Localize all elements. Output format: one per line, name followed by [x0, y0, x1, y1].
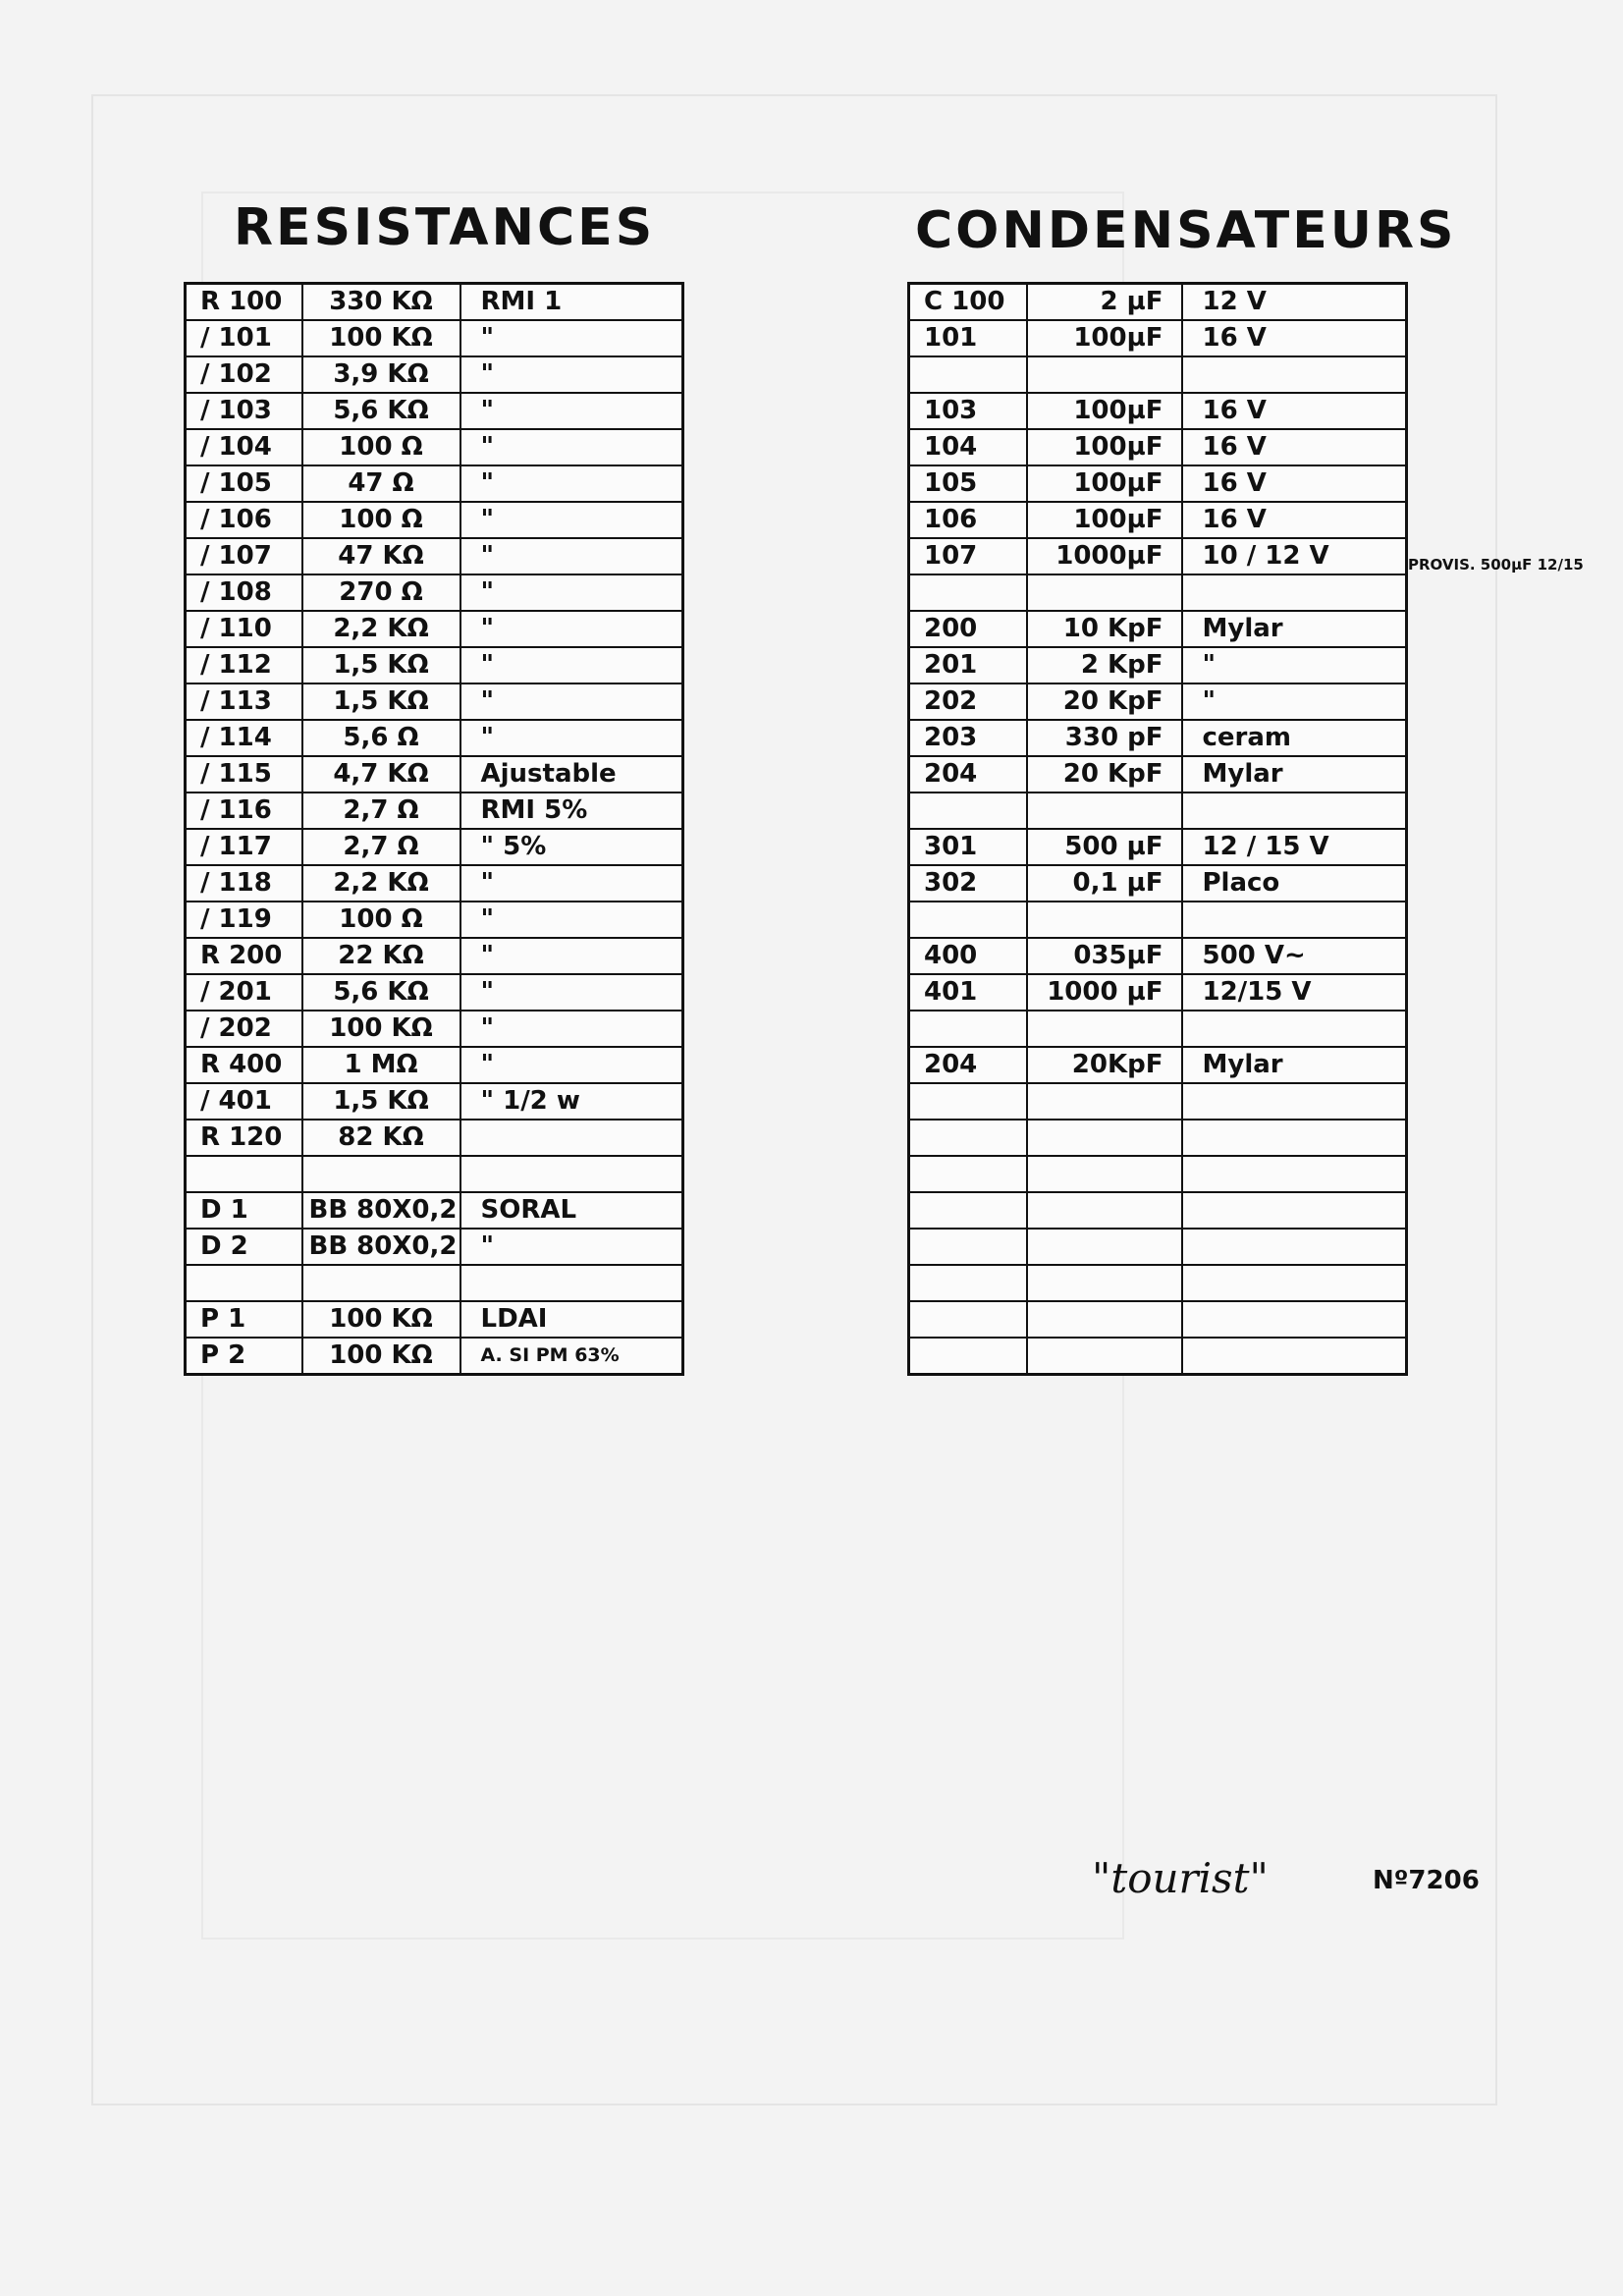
- condensateur-row: [909, 829, 1407, 865]
- resistance-type-cell: ": [460, 1047, 683, 1083]
- condensateur-type-cell: ": [1182, 683, 1407, 720]
- condensateur-row: [909, 902, 1407, 938]
- resistance-row: [186, 1192, 683, 1229]
- condensateur-value-cell: 0,1 µF: [1027, 865, 1182, 902]
- condensateur-ref-cell: [909, 902, 1027, 938]
- provisional-note: PROVIS. 500µF 12/15: [1408, 556, 1584, 574]
- condensateur-type-cell: [1182, 1011, 1407, 1047]
- condensateur-value-cell: [1027, 1301, 1182, 1338]
- resistance-type-cell: A. SI PM 63%: [460, 1338, 683, 1375]
- resistance-row: [186, 356, 683, 393]
- resistance-value-cell: 100 Ω: [302, 502, 460, 538]
- resistance-row: [186, 938, 683, 974]
- condensateur-type-cell: 16 V: [1182, 320, 1407, 356]
- condensateur-type-cell: [1182, 1229, 1407, 1265]
- condensateur-ref-cell: [909, 1011, 1027, 1047]
- resistance-type-cell: ": [460, 865, 683, 902]
- resistance-value-cell: 47 KΩ: [302, 538, 460, 574]
- resistance-row: [186, 1047, 683, 1083]
- condensateur-type-cell: 16 V: [1182, 393, 1407, 429]
- resistance-type-cell: ": [460, 356, 683, 393]
- condensateur-ref-cell: 105: [909, 465, 1027, 502]
- condensateur-row: [909, 611, 1407, 647]
- condensateur-row: [909, 793, 1407, 829]
- resistance-ref-cell: D 1: [186, 1192, 302, 1229]
- resistance-ref-cell: / 105: [186, 465, 302, 502]
- resistance-value-cell: 100 KΩ: [302, 1338, 460, 1375]
- resistance-row: [186, 1156, 683, 1192]
- resistance-value-cell: 100 KΩ: [302, 1301, 460, 1338]
- condensateur-value-cell: [1027, 1120, 1182, 1156]
- resistance-type-cell: SORAL: [460, 1192, 683, 1229]
- resistance-type-cell: ": [460, 393, 683, 429]
- resistance-value-cell: 22 KΩ: [302, 938, 460, 974]
- condensateur-ref-cell: 104: [909, 429, 1027, 465]
- condensateur-row: [909, 1047, 1407, 1083]
- condensateur-type-cell: 12/15 V: [1182, 974, 1407, 1011]
- resistance-ref-cell: / 114: [186, 720, 302, 756]
- condensateur-row: [909, 938, 1407, 974]
- resistance-type-cell: ": [460, 647, 683, 683]
- condensateur-value-cell: 2 KpF: [1027, 647, 1182, 683]
- condensateur-ref-cell: C 100: [909, 284, 1027, 321]
- condensateur-type-cell: 16 V: [1182, 429, 1407, 465]
- resistance-value-cell: 1 MΩ: [302, 1047, 460, 1083]
- resistance-type-cell: [460, 1156, 683, 1192]
- condensateur-ref-cell: 203: [909, 720, 1027, 756]
- condensateur-type-cell: [1182, 1192, 1407, 1229]
- resistance-row: [186, 647, 683, 683]
- condensateur-type-cell: 16 V: [1182, 502, 1407, 538]
- resistance-type-cell: LDAI: [460, 1301, 683, 1338]
- resistance-row: [186, 829, 683, 865]
- condensateur-row: [909, 1338, 1407, 1375]
- condensateur-value-cell: 1000 µF: [1027, 974, 1182, 1011]
- condensateur-value-cell: 100µF: [1027, 502, 1182, 538]
- condensateur-value-cell: 10 KpF: [1027, 611, 1182, 647]
- condensateurs-title: CONDENSATEURS: [915, 201, 1457, 260]
- condensateur-type-cell: [1182, 1120, 1407, 1156]
- resistance-row: [186, 902, 683, 938]
- resistance-ref-cell: R 120: [186, 1120, 302, 1156]
- condensateur-ref-cell: 200: [909, 611, 1027, 647]
- condensateur-value-cell: [1027, 902, 1182, 938]
- condensateur-row: [909, 429, 1407, 465]
- resistance-type-cell: ": [460, 938, 683, 974]
- condensateur-row: [909, 683, 1407, 720]
- condensateur-value-cell: [1027, 1011, 1182, 1047]
- condensateur-type-cell: Mylar: [1182, 611, 1407, 647]
- condensateur-ref-cell: 401: [909, 974, 1027, 1011]
- condensateur-value-cell: [1027, 793, 1182, 829]
- condensateur-value-cell: 20 KpF: [1027, 683, 1182, 720]
- condensateur-value-cell: 20KpF: [1027, 1047, 1182, 1083]
- resistance-row: [186, 1338, 683, 1375]
- condensateur-ref-cell: [909, 1192, 1027, 1229]
- condensateur-value-cell: 100µF: [1027, 429, 1182, 465]
- condensateur-ref-cell: 400: [909, 938, 1027, 974]
- condensateur-ref-cell: [909, 1083, 1027, 1120]
- condensateur-type-cell: [1182, 1083, 1407, 1120]
- resistance-ref-cell: [186, 1156, 302, 1192]
- resistance-ref-cell: / 201: [186, 974, 302, 1011]
- resistance-ref-cell: / 110: [186, 611, 302, 647]
- condensateur-ref-cell: 302: [909, 865, 1027, 902]
- resistance-type-cell: " 1/2 w: [460, 1083, 683, 1120]
- condensateur-ref-cell: 204: [909, 756, 1027, 793]
- condensateur-ref-cell: 204: [909, 1047, 1027, 1083]
- condensateur-type-cell: Mylar: [1182, 756, 1407, 793]
- condensateur-type-cell: 16 V: [1182, 465, 1407, 502]
- resistance-row: [186, 1120, 683, 1156]
- resistance-ref-cell: R 100: [186, 284, 302, 321]
- resistance-row: [186, 393, 683, 429]
- resistance-type-cell: ": [460, 720, 683, 756]
- resistance-value-cell: BB 80X0,2: [302, 1229, 460, 1265]
- condensateur-row: [909, 502, 1407, 538]
- resistance-type-cell: ": [460, 1011, 683, 1047]
- resistance-value-cell: 330 KΩ: [302, 284, 460, 321]
- condensateur-type-cell: 500 V~: [1182, 938, 1407, 974]
- resistance-type-cell: ": [460, 429, 683, 465]
- resistance-type-cell: ": [460, 902, 683, 938]
- resistance-value-cell: 100 KΩ: [302, 1011, 460, 1047]
- resistance-row: [186, 793, 683, 829]
- condensateur-ref-cell: [909, 1229, 1027, 1265]
- resistance-value-cell: 100 Ω: [302, 429, 460, 465]
- document-number: Nº7206: [1373, 1866, 1480, 1895]
- condensateur-row: [909, 1011, 1407, 1047]
- condensateur-type-cell: [1182, 574, 1407, 611]
- resistance-ref-cell: / 115: [186, 756, 302, 793]
- condensateur-row: [909, 356, 1407, 393]
- resistances-table: [184, 282, 684, 1376]
- resistance-ref-cell: D 2: [186, 1229, 302, 1265]
- resistance-ref-cell: / 202: [186, 1011, 302, 1047]
- resistance-type-cell: ": [460, 1229, 683, 1265]
- resistance-row: [186, 683, 683, 720]
- resistance-value-cell: 2,2 KΩ: [302, 611, 460, 647]
- resistance-ref-cell: / 401: [186, 1083, 302, 1120]
- resistance-row: [186, 865, 683, 902]
- condensateur-ref-cell: [909, 793, 1027, 829]
- condensateur-type-cell: [1182, 356, 1407, 393]
- condensateur-type-cell: 12 V: [1182, 284, 1407, 321]
- condensateur-value-cell: [1027, 1192, 1182, 1229]
- condensateur-row: [909, 1265, 1407, 1301]
- resistance-row: [186, 465, 683, 502]
- resistance-ref-cell: / 103: [186, 393, 302, 429]
- resistance-ref-cell: R 200: [186, 938, 302, 974]
- condensateur-row: [909, 1229, 1407, 1265]
- resistance-ref-cell: / 116: [186, 793, 302, 829]
- resistance-row: [186, 538, 683, 574]
- condensateur-ref-cell: [909, 1338, 1027, 1375]
- resistance-type-cell: [460, 1265, 683, 1301]
- resistance-value-cell: 5,6 KΩ: [302, 393, 460, 429]
- resistance-value-cell: 47 Ω: [302, 465, 460, 502]
- resistances-title: RESISTANCES: [234, 198, 656, 257]
- resistance-ref-cell: / 118: [186, 865, 302, 902]
- condensateur-ref-cell: [909, 1156, 1027, 1192]
- resistance-type-cell: ": [460, 974, 683, 1011]
- condensateur-row: [909, 1192, 1407, 1229]
- resistance-value-cell: 2,7 Ω: [302, 829, 460, 865]
- condensateur-ref-cell: [909, 574, 1027, 611]
- condensateur-row: [909, 574, 1407, 611]
- condensateur-value-cell: [1027, 1229, 1182, 1265]
- condensateur-row: [909, 865, 1407, 902]
- condensateur-value-cell: 330 pF: [1027, 720, 1182, 756]
- resistance-type-cell: ": [460, 465, 683, 502]
- resistance-row: [186, 429, 683, 465]
- condensateur-value-cell: [1027, 1156, 1182, 1192]
- resistance-row: [186, 1301, 683, 1338]
- condensateur-row: [909, 538, 1407, 574]
- condensateur-row: [909, 465, 1407, 502]
- condensateur-value-cell: 1000µF: [1027, 538, 1182, 574]
- resistance-row: [186, 1229, 683, 1265]
- condensateurs-table: [907, 282, 1408, 1376]
- condensateur-row: [909, 393, 1407, 429]
- resistance-ref-cell: / 106: [186, 502, 302, 538]
- resistance-type-cell: ": [460, 538, 683, 574]
- condensateur-type-cell: 12 / 15 V: [1182, 829, 1407, 865]
- resistance-ref-cell: / 119: [186, 902, 302, 938]
- resistance-row: [186, 284, 683, 321]
- resistance-value-cell: 5,6 KΩ: [302, 974, 460, 1011]
- condensateur-type-cell: [1182, 1265, 1407, 1301]
- condensateur-value-cell: 100µF: [1027, 465, 1182, 502]
- condensateur-row: [909, 1156, 1407, 1192]
- condensateur-type-cell: [1182, 1338, 1407, 1375]
- resistance-row: [186, 1265, 683, 1301]
- resistance-value-cell: 100 Ω: [302, 902, 460, 938]
- resistance-type-cell: " 5%: [460, 829, 683, 865]
- condensateur-ref-cell: [909, 1301, 1027, 1338]
- resistance-value-cell: 5,6 Ω: [302, 720, 460, 756]
- resistance-ref-cell: / 117: [186, 829, 302, 865]
- resistance-ref-cell: [186, 1265, 302, 1301]
- resistance-ref-cell: R 400: [186, 1047, 302, 1083]
- resistance-type-cell: ": [460, 502, 683, 538]
- condensateur-row: [909, 756, 1407, 793]
- condensateur-value-cell: [1027, 356, 1182, 393]
- condensateur-value-cell: [1027, 574, 1182, 611]
- condensateur-value-cell: [1027, 1338, 1182, 1375]
- condensateur-type-cell: [1182, 793, 1407, 829]
- condensateur-type-cell: [1182, 1156, 1407, 1192]
- model-name: "tourist": [1092, 1854, 1269, 1902]
- condensateur-value-cell: 100µF: [1027, 393, 1182, 429]
- resistance-value-cell: 82 KΩ: [302, 1120, 460, 1156]
- resistance-ref-cell: / 101: [186, 320, 302, 356]
- resistance-ref-cell: / 102: [186, 356, 302, 393]
- resistance-type-cell: ": [460, 320, 683, 356]
- resistance-value-cell: BB 80X0,2: [302, 1192, 460, 1229]
- condensateur-value-cell: 500 µF: [1027, 829, 1182, 865]
- resistance-value-cell: 3,9 KΩ: [302, 356, 460, 393]
- resistance-ref-cell: / 112: [186, 647, 302, 683]
- resistance-value-cell: 1,5 KΩ: [302, 647, 460, 683]
- resistance-value-cell: 100 KΩ: [302, 320, 460, 356]
- resistance-value-cell: 270 Ω: [302, 574, 460, 611]
- resistance-type-cell: ": [460, 574, 683, 611]
- condensateur-row: [909, 974, 1407, 1011]
- resistance-value-cell: 4,7 KΩ: [302, 756, 460, 793]
- condensateur-ref-cell: 101: [909, 320, 1027, 356]
- condensateur-type-cell: Mylar: [1182, 1047, 1407, 1083]
- condensateur-value-cell: 035µF: [1027, 938, 1182, 974]
- condensateur-value-cell: 2 µF: [1027, 284, 1182, 321]
- condensateur-ref-cell: 103: [909, 393, 1027, 429]
- condensateur-value-cell: [1027, 1265, 1182, 1301]
- condensateur-type-cell: [1182, 1301, 1407, 1338]
- condensateur-ref-cell: [909, 1265, 1027, 1301]
- resistance-row: [186, 756, 683, 793]
- condensateur-ref-cell: 107: [909, 538, 1027, 574]
- condensateur-ref-cell: 106: [909, 502, 1027, 538]
- resistance-type-cell: RMI 1: [460, 284, 683, 321]
- condensateur-type-cell: ceram: [1182, 720, 1407, 756]
- condensateur-row: [909, 320, 1407, 356]
- resistance-row: [186, 720, 683, 756]
- condensateur-ref-cell: [909, 356, 1027, 393]
- resistance-row: [186, 1083, 683, 1120]
- condensateur-row: [909, 1301, 1407, 1338]
- condensateur-ref-cell: 301: [909, 829, 1027, 865]
- condensateur-value-cell: 100µF: [1027, 320, 1182, 356]
- resistance-row: [186, 502, 683, 538]
- condensateur-ref-cell: 201: [909, 647, 1027, 683]
- resistance-type-cell: RMI 5%: [460, 793, 683, 829]
- condensateur-type-cell: Placo: [1182, 865, 1407, 902]
- resistance-row: [186, 1011, 683, 1047]
- condensateur-value-cell: [1027, 1083, 1182, 1120]
- resistance-ref-cell: / 108: [186, 574, 302, 611]
- resistance-value-cell: 1,5 KΩ: [302, 683, 460, 720]
- resistance-ref-cell: P 1: [186, 1301, 302, 1338]
- resistance-row: [186, 320, 683, 356]
- resistance-ref-cell: / 104: [186, 429, 302, 465]
- resistance-value-cell: 1,5 KΩ: [302, 1083, 460, 1120]
- resistance-type-cell: Ajustable: [460, 756, 683, 793]
- condensateur-type-cell: 10 / 12 V: [1182, 538, 1407, 574]
- resistance-value-cell: [302, 1156, 460, 1192]
- resistance-value-cell: 2,7 Ω: [302, 793, 460, 829]
- resistance-row: [186, 574, 683, 611]
- resistance-type-cell: [460, 1120, 683, 1156]
- resistance-value-cell: 2,2 KΩ: [302, 865, 460, 902]
- resistance-type-cell: ": [460, 683, 683, 720]
- condensateur-row: [909, 284, 1407, 321]
- condensateur-row: [909, 720, 1407, 756]
- resistance-ref-cell: / 113: [186, 683, 302, 720]
- resistance-ref-cell: P 2: [186, 1338, 302, 1375]
- resistance-value-cell: [302, 1265, 460, 1301]
- resistance-row: [186, 974, 683, 1011]
- condensateur-row: [909, 1083, 1407, 1120]
- condensateur-type-cell: ": [1182, 647, 1407, 683]
- condensateur-value-cell: 20 KpF: [1027, 756, 1182, 793]
- condensateur-ref-cell: 202: [909, 683, 1027, 720]
- condensateur-ref-cell: [909, 1120, 1027, 1156]
- resistance-row: [186, 611, 683, 647]
- condensateur-row: [909, 1120, 1407, 1156]
- condensateur-type-cell: [1182, 902, 1407, 938]
- resistance-type-cell: ": [460, 611, 683, 647]
- condensateur-row: [909, 647, 1407, 683]
- resistance-ref-cell: / 107: [186, 538, 302, 574]
